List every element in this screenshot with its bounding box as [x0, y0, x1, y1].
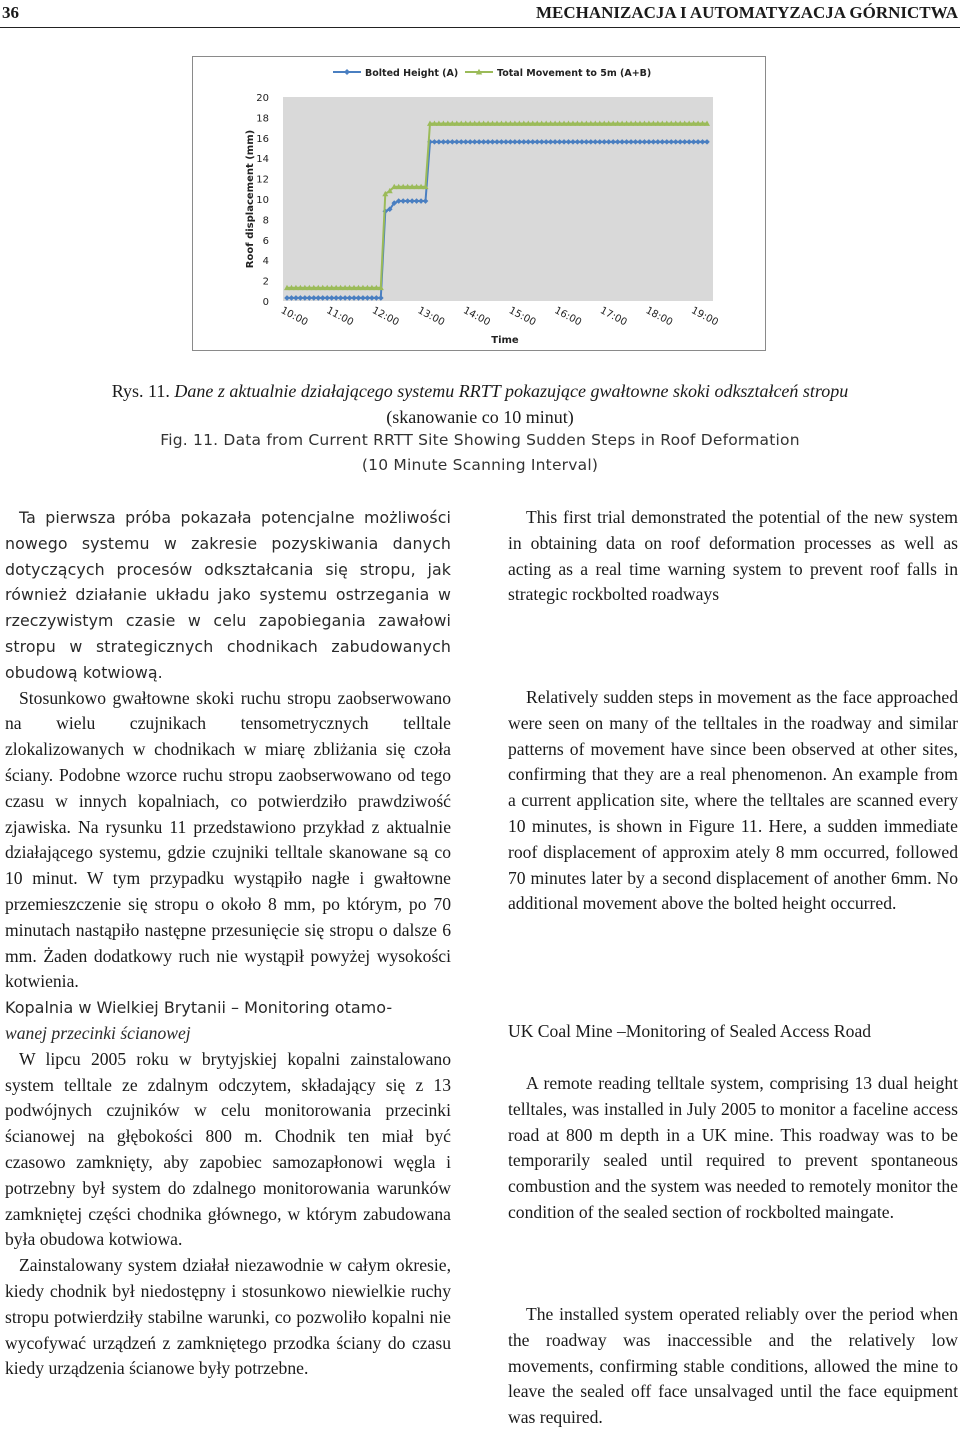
x-tick-label: 17:00 — [598, 305, 629, 329]
header-divider — [0, 27, 960, 28]
legend-label: Total Movement to 5m (A+B) — [497, 68, 652, 79]
y-tick-label: 10 — [256, 195, 269, 206]
y-tick-label: 12 — [256, 174, 269, 186]
y-tick-label: 20 — [256, 93, 269, 104]
caption-text-pl: Dane z aktualnie działającego systemu RRTT pokazujące gwałtowne skoki odkształceń stropu — [174, 381, 849, 401]
x-tick-label: 18:00 — [643, 305, 675, 329]
y-tick-label: 18 — [256, 113, 269, 125]
caption-subline-pl: (skanowanie co 10 minut) — [386, 407, 574, 427]
y-tick-label: 16 — [256, 133, 269, 145]
x-axis-title: Time — [491, 335, 519, 346]
section-heading-pl — [5, 995, 451, 1047]
y-tick-label: 8 — [262, 215, 269, 227]
journal-title: MECHANIZACJA I AUTOMATYZACJA GÓRNICTWA — [535, 3, 958, 22]
x-tick-label: 10:00 — [278, 305, 310, 329]
legend-marker — [344, 69, 350, 75]
figure-caption-polish — [0, 381, 960, 402]
paragraph-en-4: The installed system operated reliably over the period when the roadway was inaccessible and the relatively low movements, confirming stable conditions, allowed the mine to leave the sealed off face unsalvaged until the face equipment was required. — [508, 1304, 958, 1428]
x-tick-label: 14:00 — [461, 305, 492, 329]
page-number: 36 — [2, 3, 19, 22]
roof-displacement-chart — [193, 57, 765, 350]
paragraph-pl-2: Stosunkowo gwałtowne skoki ruchu stropu zaobserwowano na wielu czujnikach tensometrycznych telltale zlokalizowanych w chodnikach w miarę zbliżania się czoła ściany. Podobne wzorce ruchu stropu zaobserwowano od tego czasu w innych kopalniach, co potwierdziło prawdziwość zjawiska. Na rysunku 11 przedstawiono przykład z aktualnie działającego systemu, gdzie czujniki telltale skanowane są co 10 minut. W tym przypadku wystąpiło nagłe i gwałtowne przemieszczenie się stropu o około 8 mm, po którym, po 70 minutach nastąpiło następne przesunięcie się stropu o dalsze 6 mm. Żaden dodatkowy ruch nie wystąpił powyżej wysokości kotwienia. — [5, 687, 451, 992]
paragraph-pl-1: Ta pierwsza próba pokazała potencjalne możliwości nowego systemu w zakresie pozyskiwania danych dotyczących procesów odkształcania się stropu, jak również działanie układu jako systemu ostrzegania w rzeczywistym czasie w celu zapobiegania zawałowi stropu w strategicznych chodnikach zabudowanych obudową kotwiową. — [5, 508, 451, 682]
paragraph-pl-4: Zainstalowany system działał niezawodnie w całym okresie, kiedy chodnik był niedostępny i stosunkowo niewielkie ruchy stropu potwierdziły stabilne warunki, co pozwoliło kopalni nie wycofywać urządzeń z zamkniętego przodka ściany do czasu kiedy urządzenia ścianowe były potrzebne. — [5, 1255, 451, 1379]
caption-figure-number-pl: Rys. 11. — [111, 381, 170, 401]
figure-caption-english: Fig. 11. Data from Current RRTT Site Showing Sudden Steps in Roof Deformation — [160, 431, 800, 449]
y-tick-label: 2 — [262, 276, 269, 288]
caption-subline-en: (10 Minute Scanning Interval) — [361, 456, 599, 474]
x-tick-label: 16:00 — [552, 305, 584, 329]
section-heading-pl-italic: wanej przecinki ścianowej — [5, 1022, 191, 1043]
y-tick-label: 0 — [262, 297, 269, 308]
x-tick-label: 19:00 — [689, 305, 720, 329]
y-tick-label: 6 — [262, 235, 269, 247]
plot-area — [283, 97, 713, 301]
y-tick-label: 14 — [256, 154, 269, 166]
page-header — [0, 0, 960, 26]
figure-chart — [192, 56, 766, 351]
section-heading-en: UK Coal Mine –Monitoring of Sealed Access Road — [508, 1021, 872, 1041]
paragraph-en-2: Relatively sudden steps in movement as the face approached were seen on many of the telltales in the roadway and similar patterns of movement have since been observed at other sites, confirming that they are a real phenomenon. An example from a current application site, where the telltales are scanned every 10 minutes, is shown in Figure 11. Here, a sudden immediate roof displacement of approxim ately 8 mm occurred, followed 70 minutes later by a second displacement of another 6mm. No additional movement above the bolted height occurred. — [508, 687, 958, 914]
paragraph-pl-3: W lipcu 2005 roku w brytyjskiej kopalni zainstalowano system telltale ze zdalnym odczytem, składający się z 13 podwójnych czujników w celu monitorowania przecinki ścianowej na głębokości 800 m. Chodnik ten miał być czasowo zamknięty, aby zapobiec samozapłonowi węgla i potrzebny był system do zdalnego monitorowania warunków zamkniętej części chodnika głównego, w którym zabudowana była obudowa kotwiowa. — [5, 1048, 451, 1250]
paragraph-en-3: A remote reading telltale system, comprising 13 dual height telltales, was installed in July 2005 to monitor a faceline access road at 800 m depth in a UK mine. This roadway was to be temporarily sealed until required to prevent spontaneous combustion and the system was needed to remotely monitor the condition of the sealed section of rockbolted maingate. — [508, 1073, 958, 1222]
x-tick-label: 13:00 — [415, 305, 447, 329]
x-tick-label: 12:00 — [370, 305, 401, 329]
y-axis-title: Roof displacement (mm) — [245, 129, 256, 269]
x-tick-label: 11:00 — [324, 305, 356, 329]
left-column-polish — [5, 505, 451, 1382]
legend-label: Bolted Height (A) — [365, 68, 459, 79]
x-tick-label: 15:00 — [506, 305, 538, 329]
y-tick-label: 4 — [262, 256, 269, 268]
section-heading-pl-text: Kopalnia w Wielkiej Brytanii – Monitoring otamo- — [5, 998, 393, 1018]
paragraph-en-1: This first trial demonstrated the potential of the new system in obtaining data on roof deformation processes as well as acting as a real time warning system to prevent roof falls in strategic rockbolted roadways — [508, 507, 958, 605]
